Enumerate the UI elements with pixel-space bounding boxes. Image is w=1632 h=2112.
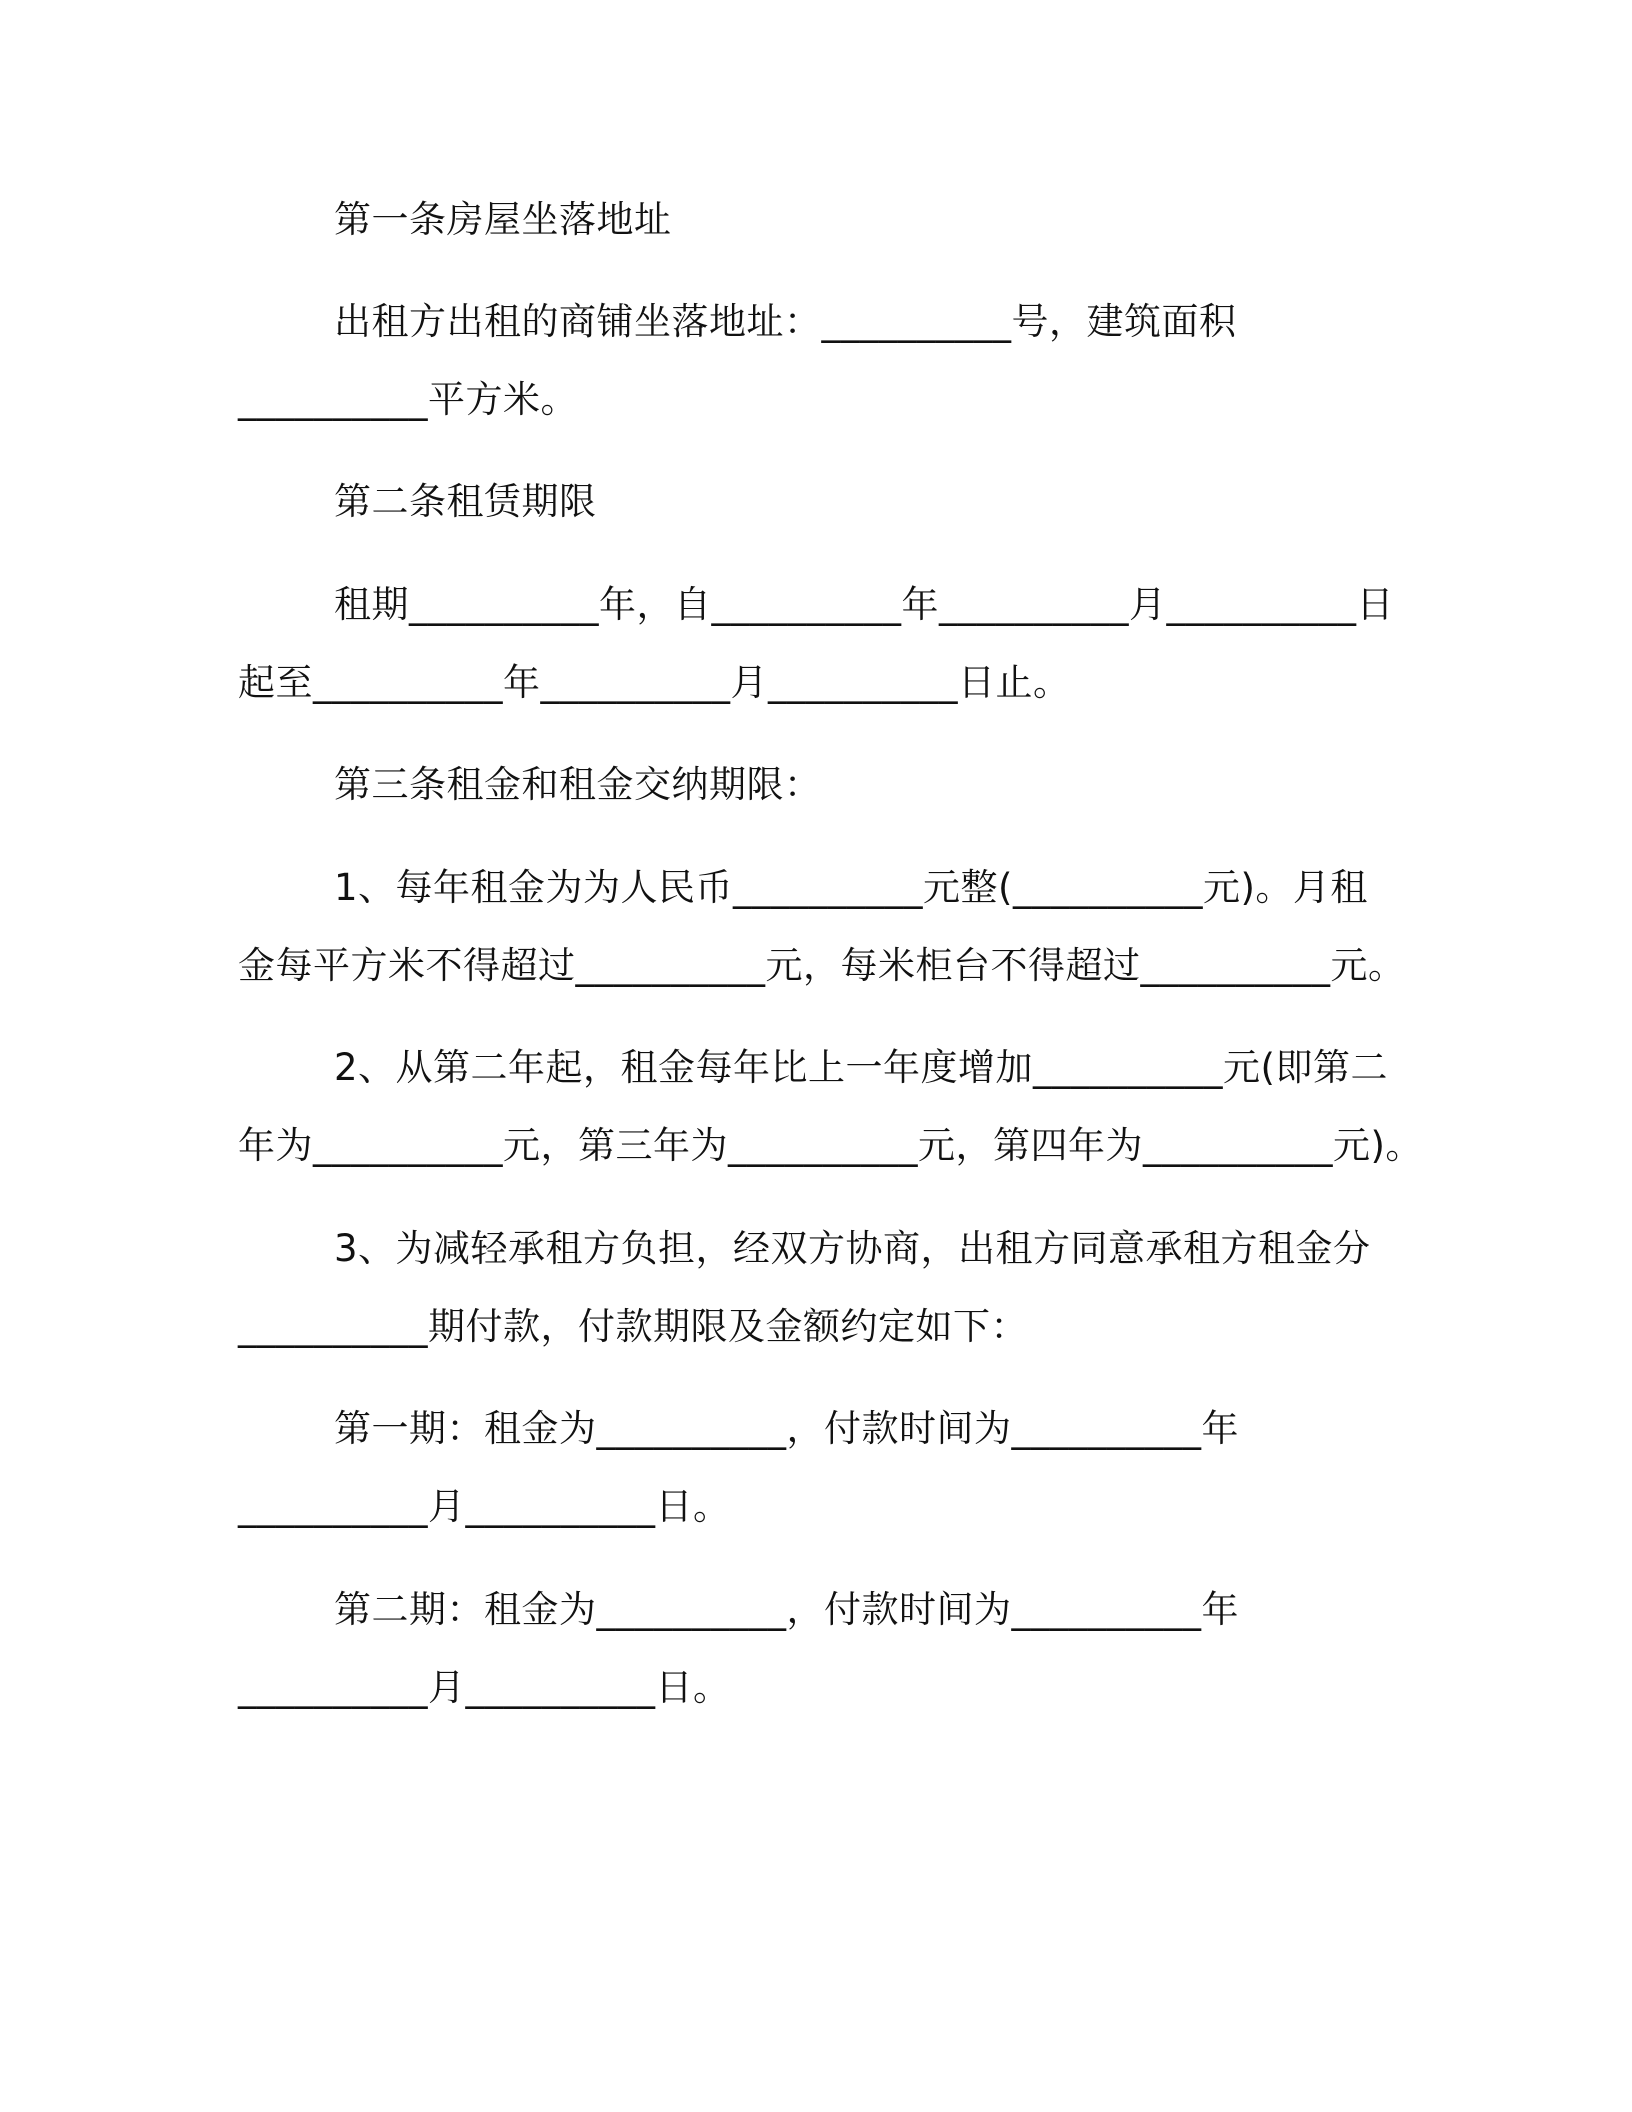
clause-2-line-2: 年为__________元，第三年为__________元，第四年为__________元)。 (238, 1124, 1423, 1167)
installment-1-line-2: __________月__________日。 (238, 1485, 731, 1528)
clause-3-line-2: __________期付款，付款期限及金额约定如下： (238, 1305, 1028, 1348)
article-2-text-line-1: 租期__________年，自__________年__________月__________日 (334, 583, 1394, 626)
article-1-text-line-1: 出租方出租的商铺坐落地址：__________号，建筑面积 (334, 300, 1237, 343)
clause-1-line-2: 金每平方米不得超过__________元，每米柜台不得超过__________元。 (238, 944, 1406, 987)
article-2-text-line-2: 起至__________年__________月__________日止。 (238, 661, 1071, 704)
installment-1-line-1: 第一期：租金为__________，付款时间为__________年 (334, 1407, 1239, 1450)
installment-2-line-1: 第二期：租金为__________，付款时间为__________年 (334, 1588, 1239, 1631)
installment-2-line-2: __________月__________日。 (238, 1666, 731, 1709)
clause-1-line-1: 1、每年租金为为人民币__________元整(__________元)。月租 (334, 866, 1368, 909)
clause-3-line-1: 3、为减轻承租方负担，经双方协商，出租方同意承租方租金分 (334, 1227, 1371, 1270)
clause-2-line-1: 2、从第二年起，租金每年比上一年度增加__________元(即第二 (334, 1046, 1388, 1089)
article-1-heading: 第一条房屋坐落地址 (334, 198, 672, 241)
article-2-heading: 第二条租赁期限 (334, 480, 597, 523)
article-1-text-line-2: __________平方米。 (238, 378, 578, 421)
article-3-heading: 第三条租金和租金交纳期限： (334, 763, 822, 806)
